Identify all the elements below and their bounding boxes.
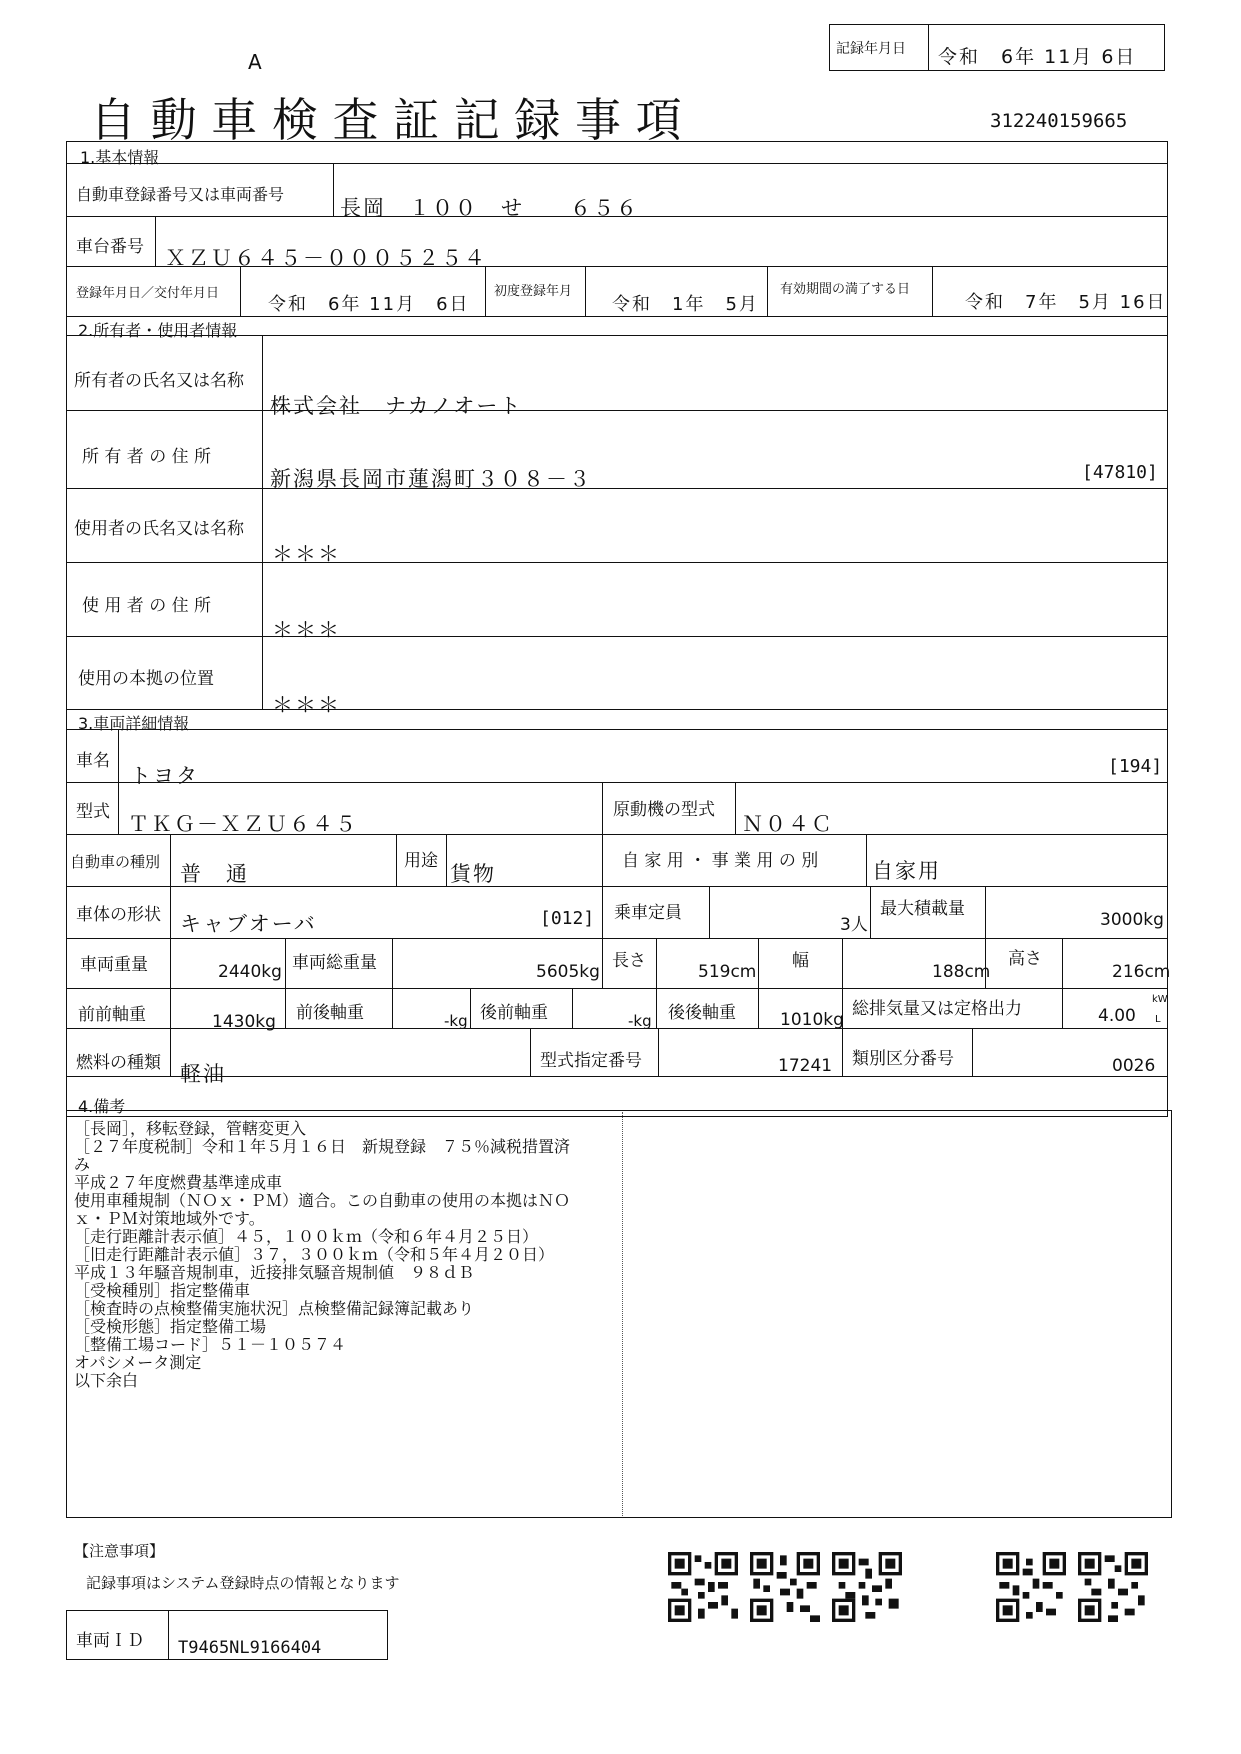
- type-no: 17241: [778, 1056, 833, 1076]
- section3-header: 3.車両詳細情報: [78, 714, 190, 733]
- remark-line: ［受検形態］指定整備工場: [74, 1317, 267, 1336]
- ff: 1430kg: [212, 1012, 276, 1032]
- expiry-label: 有効期間の満了する日: [780, 282, 911, 297]
- section2-header: 2.所有者・使用者情報: [78, 321, 238, 340]
- fr: -kg: [444, 1012, 468, 1030]
- vehicle-id: T9465NL9166404: [178, 1638, 322, 1658]
- max-load: 3000kg: [1100, 910, 1164, 930]
- reg-date: 令和 6年 11月 6日: [268, 294, 470, 315]
- body-code: [012]: [540, 908, 595, 929]
- remark-line: ［走行距離計表示値］４５，１００ｋｍ（令和６年４月２５日）: [74, 1227, 539, 1246]
- user-addr-label: 使 用 者 の 住 所: [82, 596, 212, 616]
- vehicle-id-label: 車両ＩＤ: [76, 1631, 144, 1651]
- base: ＊＊＊: [272, 693, 341, 717]
- weight: 2440kg: [218, 962, 282, 982]
- gross: 5605kg: [536, 962, 600, 982]
- fuel: 軽油: [180, 1062, 226, 1086]
- owner-addr-code: [47810]: [1082, 462, 1158, 483]
- remarks-text: [74, 1120, 619, 1390]
- remark-line: 以下余白: [74, 1371, 139, 1390]
- remark-line: ［検査時の点検整備実施状況］点検整備記録簿記載あり: [74, 1299, 475, 1318]
- model-label: 型式: [76, 802, 110, 822]
- first-reg: 令和 1年 5月: [612, 294, 759, 315]
- remark-line: 平成１３年騒音規制車，近接排気騒音規制値 ９８ｄＢ: [74, 1263, 475, 1282]
- capacity: 3人: [840, 915, 868, 935]
- remark-line: 使用車種規制（ＮＯｘ・ＰＭ）適合。この自動車の使用の本拠はＮＯ: [74, 1191, 571, 1210]
- chassis-label: 車台番号: [76, 237, 144, 257]
- reg-date-label: 登録年月日／交付年月日: [76, 286, 220, 301]
- expiry: 令和 7年 5月 16日: [965, 292, 1167, 313]
- base-label: 使用の本拠の位置: [78, 669, 214, 689]
- width-label: 幅: [792, 951, 809, 971]
- max-load-label: 最大積載量: [880, 899, 965, 919]
- section4-header: 4.備考: [78, 1097, 126, 1116]
- owner-addr-label: 所 有 者 の 住 所: [82, 447, 212, 467]
- record-date-label: 記録年月日: [836, 41, 906, 57]
- remark-line: オパシメータ測定: [74, 1353, 202, 1372]
- engine-label: 原動機の型式: [613, 800, 715, 820]
- engine: Ｎ０４Ｃ: [742, 812, 834, 836]
- width: 188cm: [932, 962, 991, 982]
- rf: -kg: [628, 1012, 652, 1030]
- model: ＴＫＧ－ＸＺＵ６４５: [128, 812, 358, 836]
- form-letter: A: [248, 50, 262, 74]
- length-label: 長さ: [612, 951, 646, 971]
- remark-line: ［整備工場コード］５１－１０５７４: [74, 1335, 347, 1354]
- rf-label: 後前軸重: [480, 1003, 548, 1023]
- owner-name: 株式会社 ナカノオート: [270, 394, 523, 418]
- weight-label: 車両重量: [80, 955, 148, 975]
- fr-label: 前後軸重: [296, 1003, 364, 1023]
- maker-label: 車名: [76, 751, 110, 771]
- remark-line: み: [74, 1155, 91, 1174]
- rr: 1010kg: [780, 1010, 844, 1030]
- capacity-label: 乗車定員: [614, 903, 682, 923]
- use: 貨物: [450, 862, 496, 886]
- rr-label: 後後軸重: [668, 1003, 736, 1023]
- notes-text: 記録事項はシステム登録時点の情報となります: [86, 1574, 400, 1592]
- qr-code-icon: [1078, 1552, 1148, 1622]
- disp-label: 総排気量又は定格出力: [852, 999, 1022, 1019]
- maker: トヨタ: [130, 764, 199, 788]
- class-no: 0026: [1112, 1056, 1156, 1076]
- use-label: 用途: [404, 851, 438, 871]
- maker-code: [194]: [1108, 756, 1163, 777]
- user-addr: ＊＊＊: [272, 618, 341, 642]
- owner-name-label: 所有者の氏名又は名称: [74, 371, 244, 391]
- disp-unit-top: kW: [1152, 994, 1168, 1005]
- qr-code-icon: [832, 1552, 902, 1622]
- qr-code-icon: [750, 1552, 820, 1622]
- remark-line: ［旧走行距離計表示値］３７，３００ｋｍ（令和５年４月２０日）: [74, 1245, 555, 1264]
- remark-line: ［２７年度税制］令和１年５月１６日 新規登録 ７５％減税措置済: [74, 1137, 571, 1156]
- length: 519cm: [698, 962, 757, 982]
- height: 216cm: [1112, 962, 1171, 982]
- chassis: ＸＺＵ６４５－０００５２５４: [165, 246, 487, 270]
- user-name: ＊＊＊: [272, 542, 341, 566]
- reg-no: 長岡 １００ せ ６５６: [340, 196, 639, 220]
- disp: 4.00: [1098, 1006, 1136, 1026]
- body: キャブオーバ: [180, 912, 317, 936]
- page-title: 自 動 車 検 査 証 記 録 事 項: [90, 93, 682, 147]
- private-label: 自 家 用 ・ 事 業 用 の 別: [622, 851, 819, 871]
- remark-line: ［長岡］，移転登録，管轄変更入: [74, 1119, 307, 1138]
- ff-label: 前前軸重: [78, 1005, 146, 1025]
- remark-line: 平成２７年度燃費基準達成車: [74, 1173, 283, 1192]
- gross-label: 車両総重量: [292, 953, 377, 973]
- record-date-value: 令和 6年 11月 6日: [938, 46, 1137, 68]
- type-no-label: 型式指定番号: [540, 1051, 642, 1071]
- qr-code-icon: [668, 1552, 738, 1622]
- height-label: 高さ: [1008, 949, 1042, 969]
- fuel-label: 燃料の種類: [76, 1053, 161, 1073]
- user-name-label: 使用者の氏名又は名称: [74, 519, 244, 539]
- section1-header: 1.基本情報: [80, 148, 160, 167]
- body-label: 車体の形状: [76, 905, 161, 925]
- private: 自家用: [872, 859, 941, 883]
- kind: 普 通: [180, 862, 249, 886]
- doc-number: 312240159665: [990, 110, 1128, 132]
- qr-code-icon: [996, 1552, 1066, 1622]
- disp-unit-bottom: L: [1155, 1014, 1161, 1025]
- first-reg-label: 初度登録年月: [494, 284, 573, 299]
- remark-line: ｘ・ＰＭ対策地域外です。: [74, 1209, 265, 1228]
- owner-addr: 新潟県長岡市蓮潟町３０８－３: [270, 467, 592, 491]
- remark-line: ［受検種別］指定整備車: [74, 1281, 251, 1300]
- notes-header: 【注意事項】: [74, 1542, 165, 1560]
- kind-label: 自動車の種別: [70, 853, 161, 871]
- class-no-label: 類別区分番号: [852, 1049, 954, 1069]
- reg-no-label: 自動車登録番号又は車両番号: [76, 185, 285, 204]
